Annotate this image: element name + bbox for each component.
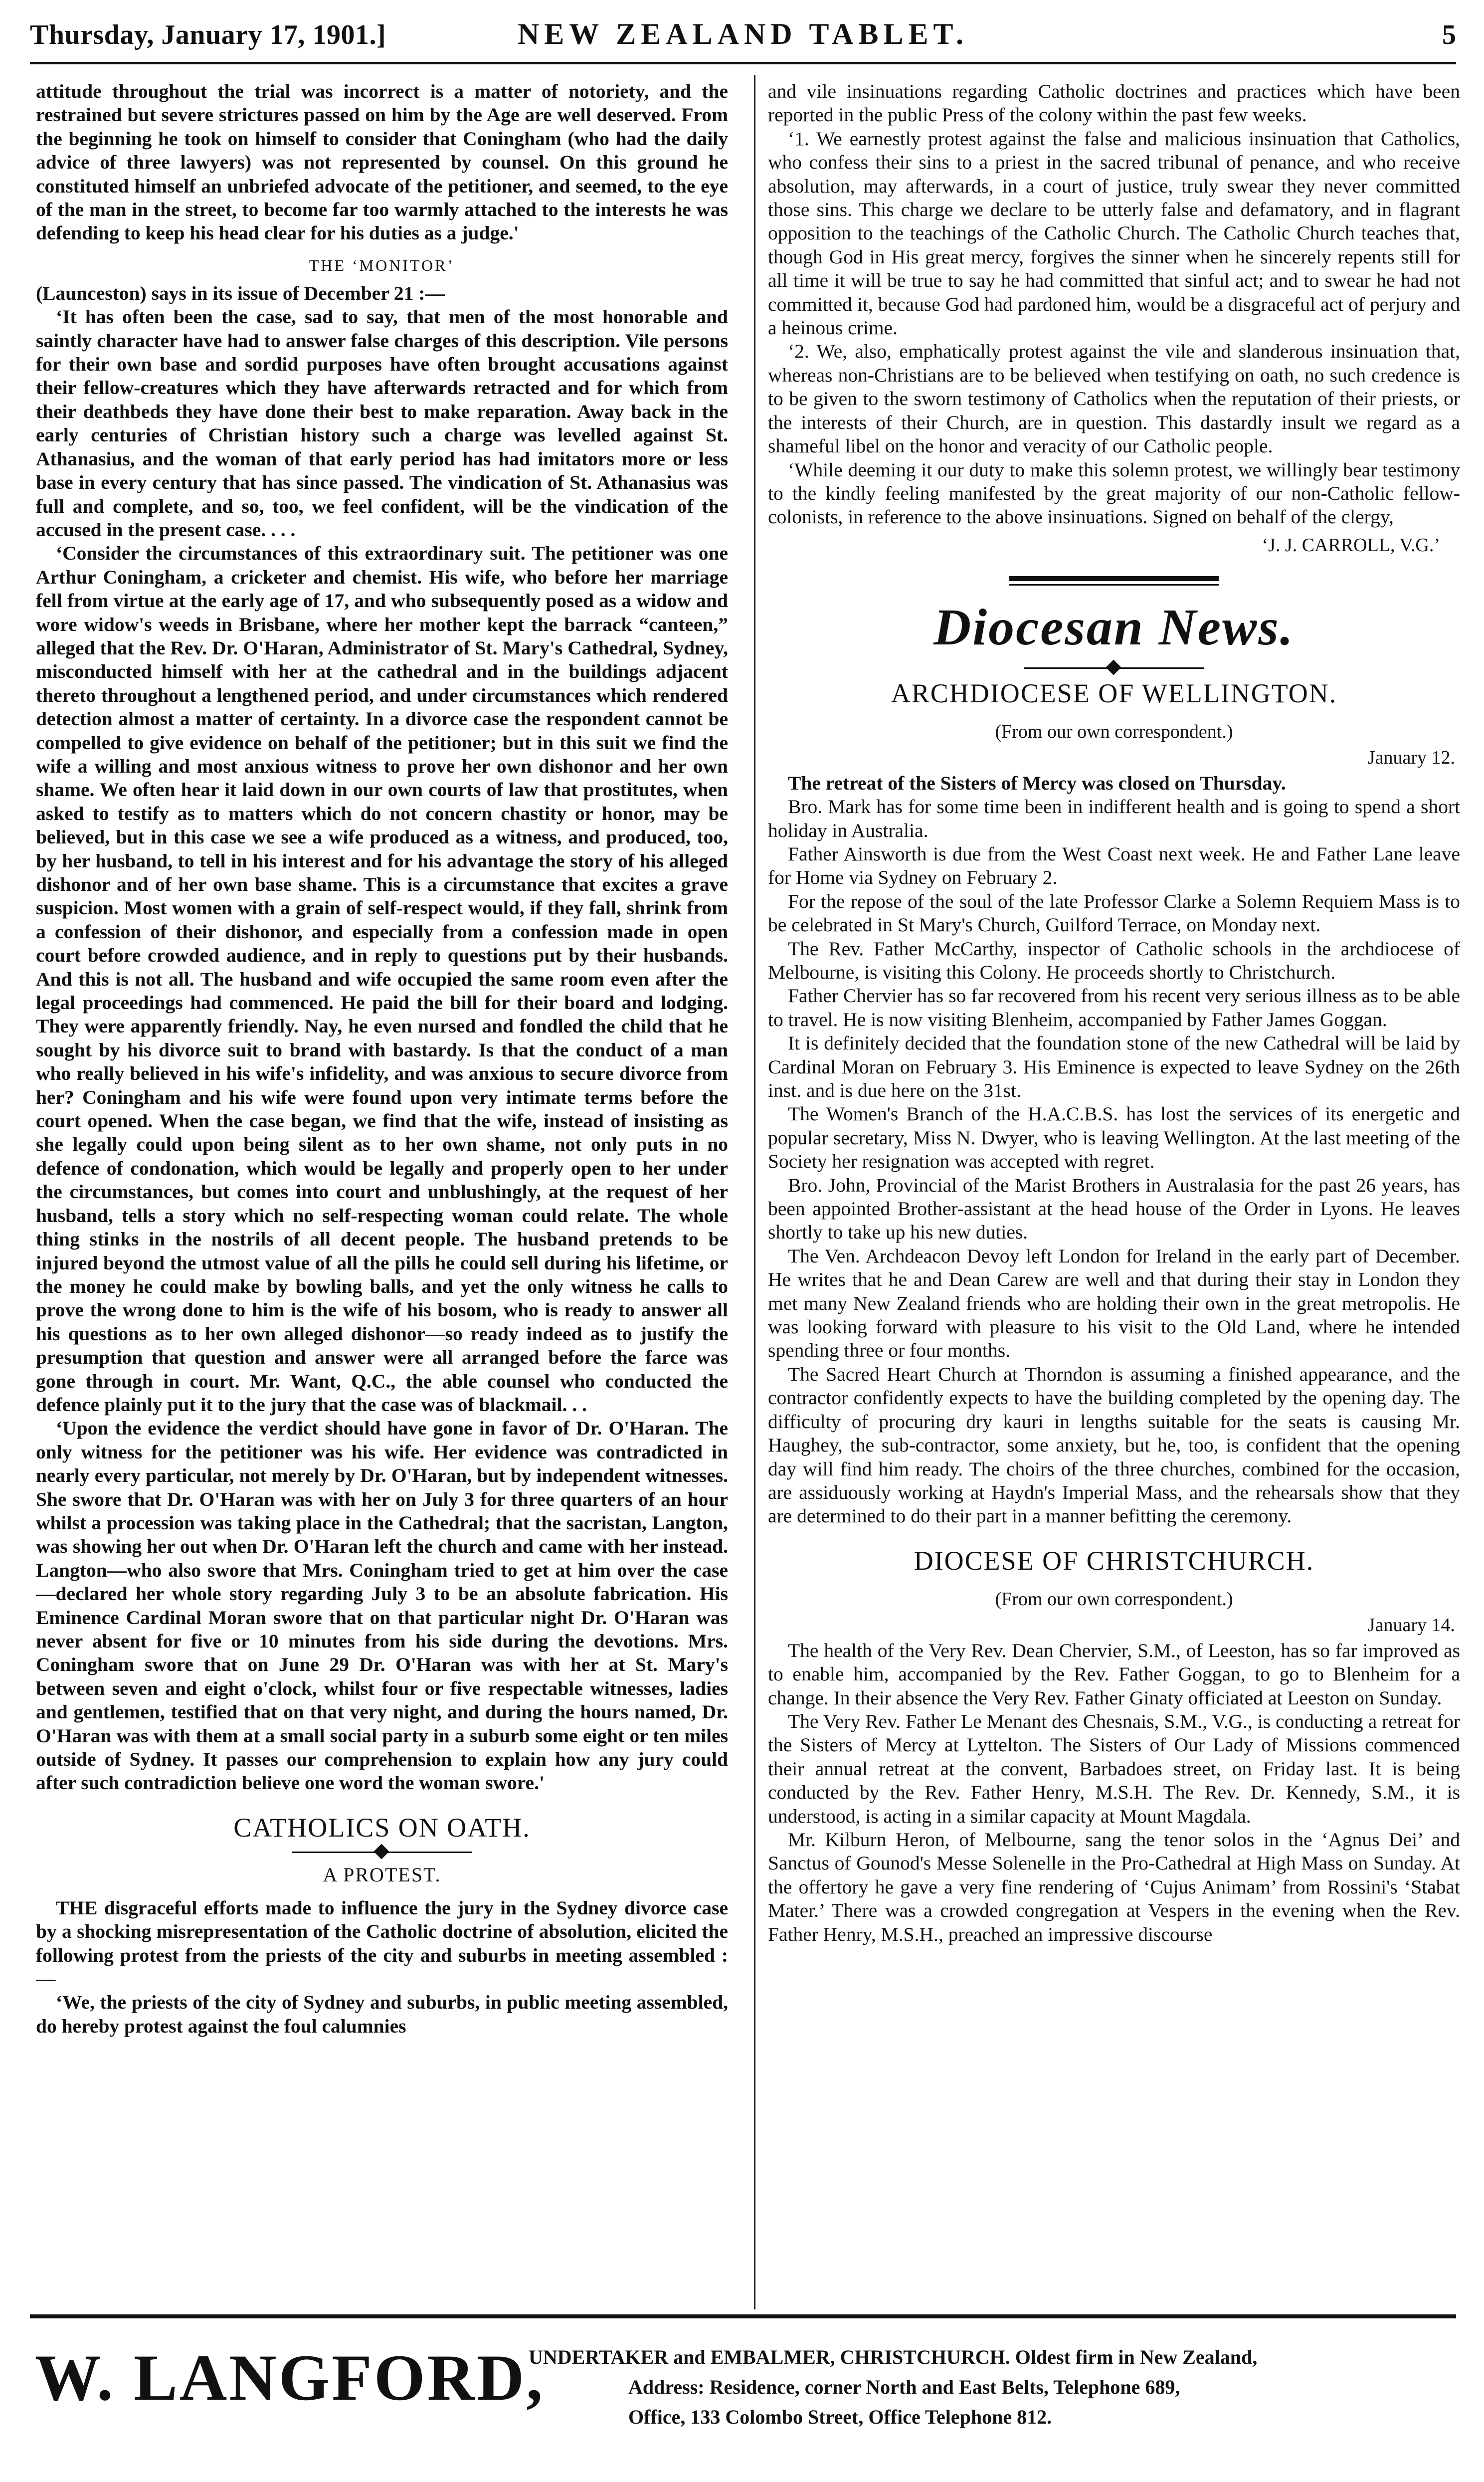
page-number: 5 [1442,19,1456,50]
protest-paragraph: ‘We, the priests of the city of Sydney and suburbs, in public meeting assembled, do hereby protest against the foul calumnies [36,1991,728,2037]
monitor-paragraph-1: ‘It has often been the case, sad to say, that men of the most honorable and saintly character have had to answer false charges of this description. Vile persons for their own base and sordid purposes have often brought accusations against their fellow-creatures which they have afterwards retracted and for which from their deathbeds they have done their best to make reparation. Away back in the early centuries of Christian history such a charge was levelled against St. Athanasius, and the woman of that early period has had imitators more or less base in every century that has since passed. The vindication of St. Athanasius was full and complete, and so, too, we feel confident, will be the vindication of the accused in the present case. . . . [36,306,728,541]
wellington-item: For the repose of the soul of the late Professor Clarke a Solemn Requiem Mass is to be celebrated in St Mary's Church, Guilford Terrace, on Monday next. [768,890,1460,936]
advertiser-address: Address: Residence, corner North and East Belts, Telephone 689, [628,2376,1180,2398]
wellington-item: The Sacred Heart Church at Thorndon is assuming a finished appearance, and the contractor confidently expects to have the building completed by the opening day. The difficulty of procuring dry kauri in lengths suitable for the seats is causing Mr. Haughey, the sub-contractor, some anxiety, but he, too, is confident that the opening day will find him ready. The choirs of the three churches, combined for the occasion, are assiduously working at Haydn's Imperial Mass, and the rehearsals show that they are determined to do their part in a manner befitting the ceremony. [768,1363,1460,1527]
catholics-on-oath-heading: CATHOLICS ON OATH. [233,1812,531,1843]
advertisement-footer [30,2334,1456,2464]
ornament-rule [1024,662,1204,674]
christchurch-item: Mr. Kilburn Heron, of Melbourne, sang the tenor solos in the ‘Agnus Dei’ and Sanctus of Gounod's Messe Solenelle in the Pro-Cathedral at High Mass on Sunday. At the offertory he gave a very fine rendering of ‘Cujus Animam’ from Rossini's ‘Stabat Mater.’ There was a crowded congregation at Vespers in the evening when the Rev. Father Henry, M.S.H., preached an impressive discourse [768,1828,1460,1945]
wellington-dateline: January 12. [1367,747,1455,768]
column-divider [754,75,755,2309]
wellington-item: The retreat of the Sisters of Mercy was closed on Thursday. [788,772,1286,794]
diocesan-news-heading: Diocesan News. [933,598,1295,656]
wellington-item: Father Chervier has so far recovered from his recent very serious illness as to be able to travel. He is now visiting Blenheim, accompanied by Father James Goggan. [768,985,1460,1031]
wellington-item: Bro. Mark has for some time been in indifferent health and is going to spend a short holiday in Australia. [768,796,1460,841]
christchurch-item: The Very Rev. Father Le Menant des Chesnais, S.M., V.G., is conducting a retreat for the Sisters of Mercy at Lyttelton. The Sisters of Our Lady of Missions commenced their annual retreat at the convent, Barbadoes street, on Friday last. It is being conducted by the Rev. Father Henry, M.S.H. The Rev. Dr. Kennedy, S.M., it is understood, is acting in a similar capacity at Mount Magdala. [768,1710,1460,1827]
wellington-heading: ARCHDIOCESE OF WELLINGTON. [891,678,1337,708]
protest-intro: THE disgraceful efforts made to influence the jury in the Sydney divorce case by a shocking misrepresentation of the Catholic doctrine of absolution, elicited the following protest from the priests of the city and suburbs in meeting assembled :— [36,1896,728,1990]
christchurch-dateline: January 14. [1367,1614,1455,1636]
monitor-intro: (Launceston) says in its issue of December 21 :— [36,282,445,304]
advertiser-name: W. LANGFORD, [35,2341,545,2414]
wellington-item: The Rev. Father McCarthy, inspector of Catholic schools in the archdiocese of Melbourne, is visiting this Colony. He proceeds shortly to Christchurch. [768,937,1460,983]
ornament-rule [292,1846,472,1858]
protest-continuation: and vile insinuations regarding Catholic doctrines and practices which have been reported in the public Press of the colony within the past few weeks. [768,80,1460,126]
wellington-item: The Ven. Archdeacon Devoy left London for Ireland in the early part of December. He writes that he and Dean Carew are well and that during their stay in London they met many New Zealand friends who are holding their own in the great metropolis. He was looking forward with pleasure to his visit to the Old Land, where he intended spending three or four months. [768,1244,1460,1362]
wellington-item: The Women's Branch of the H.A.C.B.S. has lost the services of its energetic and popular secretary, Miss N. Dwyer, who is leaving Wellington. At the last meeting of the Society her resignation was accepted with regret. [768,1103,1460,1173]
protest-point-1: ‘1. We earnestly protest against the false and malicious insinuation that Catholics, who confess their sins to a priest in the sacred tribunal of penance, and who receive absolution, may afterwards, in a court of justice, truly swear they never committed those sins. This charge we declare to be utterly false and defamatory, and in flagrant opposition to the teachings of the Catholic Church. The Catholic Church teaches that, though God in His great mercy, forgives the sinner when he sincerely repents still for all time it will be true to say he had committed that sinful act; and to swear he had not committed it, because God had pardoned him, would be a disgraceful act of perjury and a heinous crime. [768,127,1460,339]
footer-rule [30,2314,1456,2318]
wellington-item: Bro. John, Provincial of the Marist Brothers in Australasia for the past 26 years, has been appointed Brother-assistant at the head house of the Order in Lyons. He leaves shortly to take up his new duties. [768,1174,1460,1243]
christchurch-item: The health of the Very Rev. Dean Chervier, S.M., of Leeston, has so far improved as to enable him, accompanied by the Rev. Father Goggan, to go to Blenheim for a change. In their absence the Very Rev. Father Ginaty officiated at Leeston on Sunday. [768,1639,1460,1709]
wellington-correspondent: (From our own correspondent.) [995,721,1233,742]
advertiser-office: Office, 133 Colombo Street, Office Telephone 812. [628,2406,1052,2428]
protest-heading: A PROTEST. [323,1863,441,1886]
christchurch-heading: DIOCESE OF CHRISTCHURCH. [914,1545,1314,1576]
section-rule [1009,576,1219,586]
protest-closing: ‘While deeming it our duty to make this solemn protest, we willingly bear testimony to the kindly feeling manifested by the great majority of our non-Catholic fellow-colonists, in reference to the above insinuations. Signed on behalf of the clergy, [768,458,1460,528]
masthead-title: NEW ZEALAND TABLET. [517,17,969,50]
christchurch-correspondent: (From our own correspondent.) [995,1588,1233,1610]
article-continuation: attitude throughout the trial was incorrect is a matter of notoriety, and the restrained but severe strictures passed on him by the Age are well deserved. From the beginning he took on himself to consider that Coningham (who had the daily advice of three lawyers) was not represented by counsel. On this ground he constituted himself an unbriefed advocate of the petitioner, and seemed, to the eye of the man in the street, to become far too warmly attached to the interests he was defending to keep his head clear for his duties as a judge.' [36,80,728,244]
monitor-paragraph-3: ‘Upon the evidence the verdict should have gone in favor of Dr. O'Haran. The only witness for the petitioner was his wife. Her evidence was contradicted in nearly every particular, not merely by Dr. O'Haran, but by independent witnesses. She swore that Dr. O'Haran was with her on July 3 for three quarters of an hour whilst a procession was taking place in the Cathedral; that the sacristan, Langton, was showing her out when Dr. O'Haran left the church and came with her instead. Langton—who also swore that Mrs. Coningham tried to get at him over the case—declared her whole story regarding July 3 to be an absolute fabrication. His Eminence Cardinal Moran swore that on that particular night Dr. O'Haran was never absent for five or 10 minutes from his side during the devotions. Mrs. Coningham swore that on June 29 Dr. O'Haran was with her at St. Mary's between seven and eight o'clock, whilst four or five respectable witnesses, ladies and gentlemen, testified that on that very night, and during the hours named, Dr. O'Haran was with them at a small social party in a suburb some eight or ten miles outside of Sydney. It passes our comprehension to explain how any jury could after such contradiction believe one word the woman swore.' [36,1417,728,1794]
signature: ‘J. J. CARROLL, V.G.’ [1262,534,1440,556]
issue-date: Thursday, January 17, 1901.] [30,19,386,50]
advertiser-business: UNDERTAKER and EMBALMER, CHRISTCHURCH. Oldest firm in New Zealand, [529,2346,1258,2368]
protest-point-2: ‘2. We, also, emphatically protest against the vile and slanderous insinuation that, whereas non-Christians are to be believed when testifying on oath, no such credence is to be given to the sworn testimony of Catholics when the reputation of their priests, or the interests of their Church, are in question. This dastardly insult we regard as a shameful libel on the honor and veracity of our Catholic people. [768,340,1460,457]
monitor-paragraph-2: ‘Consider the circumstances of this extraordinary suit. The petitioner was one Arthur Coningham, a cricketer and chemist. His wife, who before her marriage fell from virtue at the early age of 17, and who subsequently posed as a widow and wore widow's weeds in Brisbane, where her mother kept the barrack “canteen,” alleged that the Rev. Dr. O'Haran, Administrator of St. Mary's Cathedral, Sydney, misconducted himself with her at the cathedral and in the buildings adjacent thereto throughout a lengthened period, and under circumstances which rendered detection almost a matter of certainty. In a divorce case the respondent cannot be compelled to give evidence on behalf of the petitioner; but in this suit we find the wife a willing and most anxious witness to prove her own dishonor and her own shame. We often hear it laid down in our own courts of law that prostitutes, when asked to testify as to matters which do not concern chastity or honor, may be believed, but in this case we see a wife produced as a witness, and produced, too, by her husband, to tell in his interest and for his advantage the story of his alleged dishonor and of her own base shame. This is a circumstance that excites a grave suspicion. Most women with a grain of self-respect would, if they fall, shrink from a confession of their dishonor, and especially from a confession made in open court before crowded audience, and in reply to questions put by their husbands. And this is not all. The husband and wife occupied the same room even after the legal proceedings had commenced. He paid the bill for their board and lodging. They were apparently friendly. Nay, he even nursed and fondled the child that he sought by his divorce suit to brand with bastardy. Is that the conduct of a man who really believed in his wife's infidelity, and was anxious to secure divorce from her? Coningham and his wife were found upon very intimate terms before the court opened. When the case began, we find that the wife, instead of insisting as she legally could upon being silent as to her own shame, not only puts in no defence of condonation, which would be legally and properly open to her under the circumstances, but comes into court and unblushingly, at the request of her husband, tells a story which no self-respecting woman could relate. The whole thing stinks in the nostrils of all decent people. The husband pretends to be injured beyond the utmost value of all the pills he could sell during his lifetime, or the money he could make by bowling balls, and yet the only witness he calls to prove the wrong done to him is the wife of his bosom, who is ready to answer all his questions as to her own alleged dishonor—so ready indeed as to justify the presumption that question and answer were all arranged before the farce was gone through in court. Mr. Want, Q.C., the able counsel who conducted the defence plainly put it to the jury that the case was of blackmail. . . [36,542,728,1416]
wellington-item: It is definitely decided that the foundation stone of the new Cathedral will be laid by Cardinal Moran on February 3. His Eminence is expected to leave Sydney on the 26th inst. and is due here on the 31st. [768,1032,1460,1101]
header-rule [30,62,1456,64]
left-column [36,80,728,2304]
monitor-subheading: THE ‘MONITOR’ [309,256,455,274]
wellington-item: Father Ainsworth is due from the West Coast next week. He and Father Lane leave for Home via Sydney on February 2. [768,842,1460,889]
page-header [30,14,1456,64]
right-column [768,80,1460,2304]
